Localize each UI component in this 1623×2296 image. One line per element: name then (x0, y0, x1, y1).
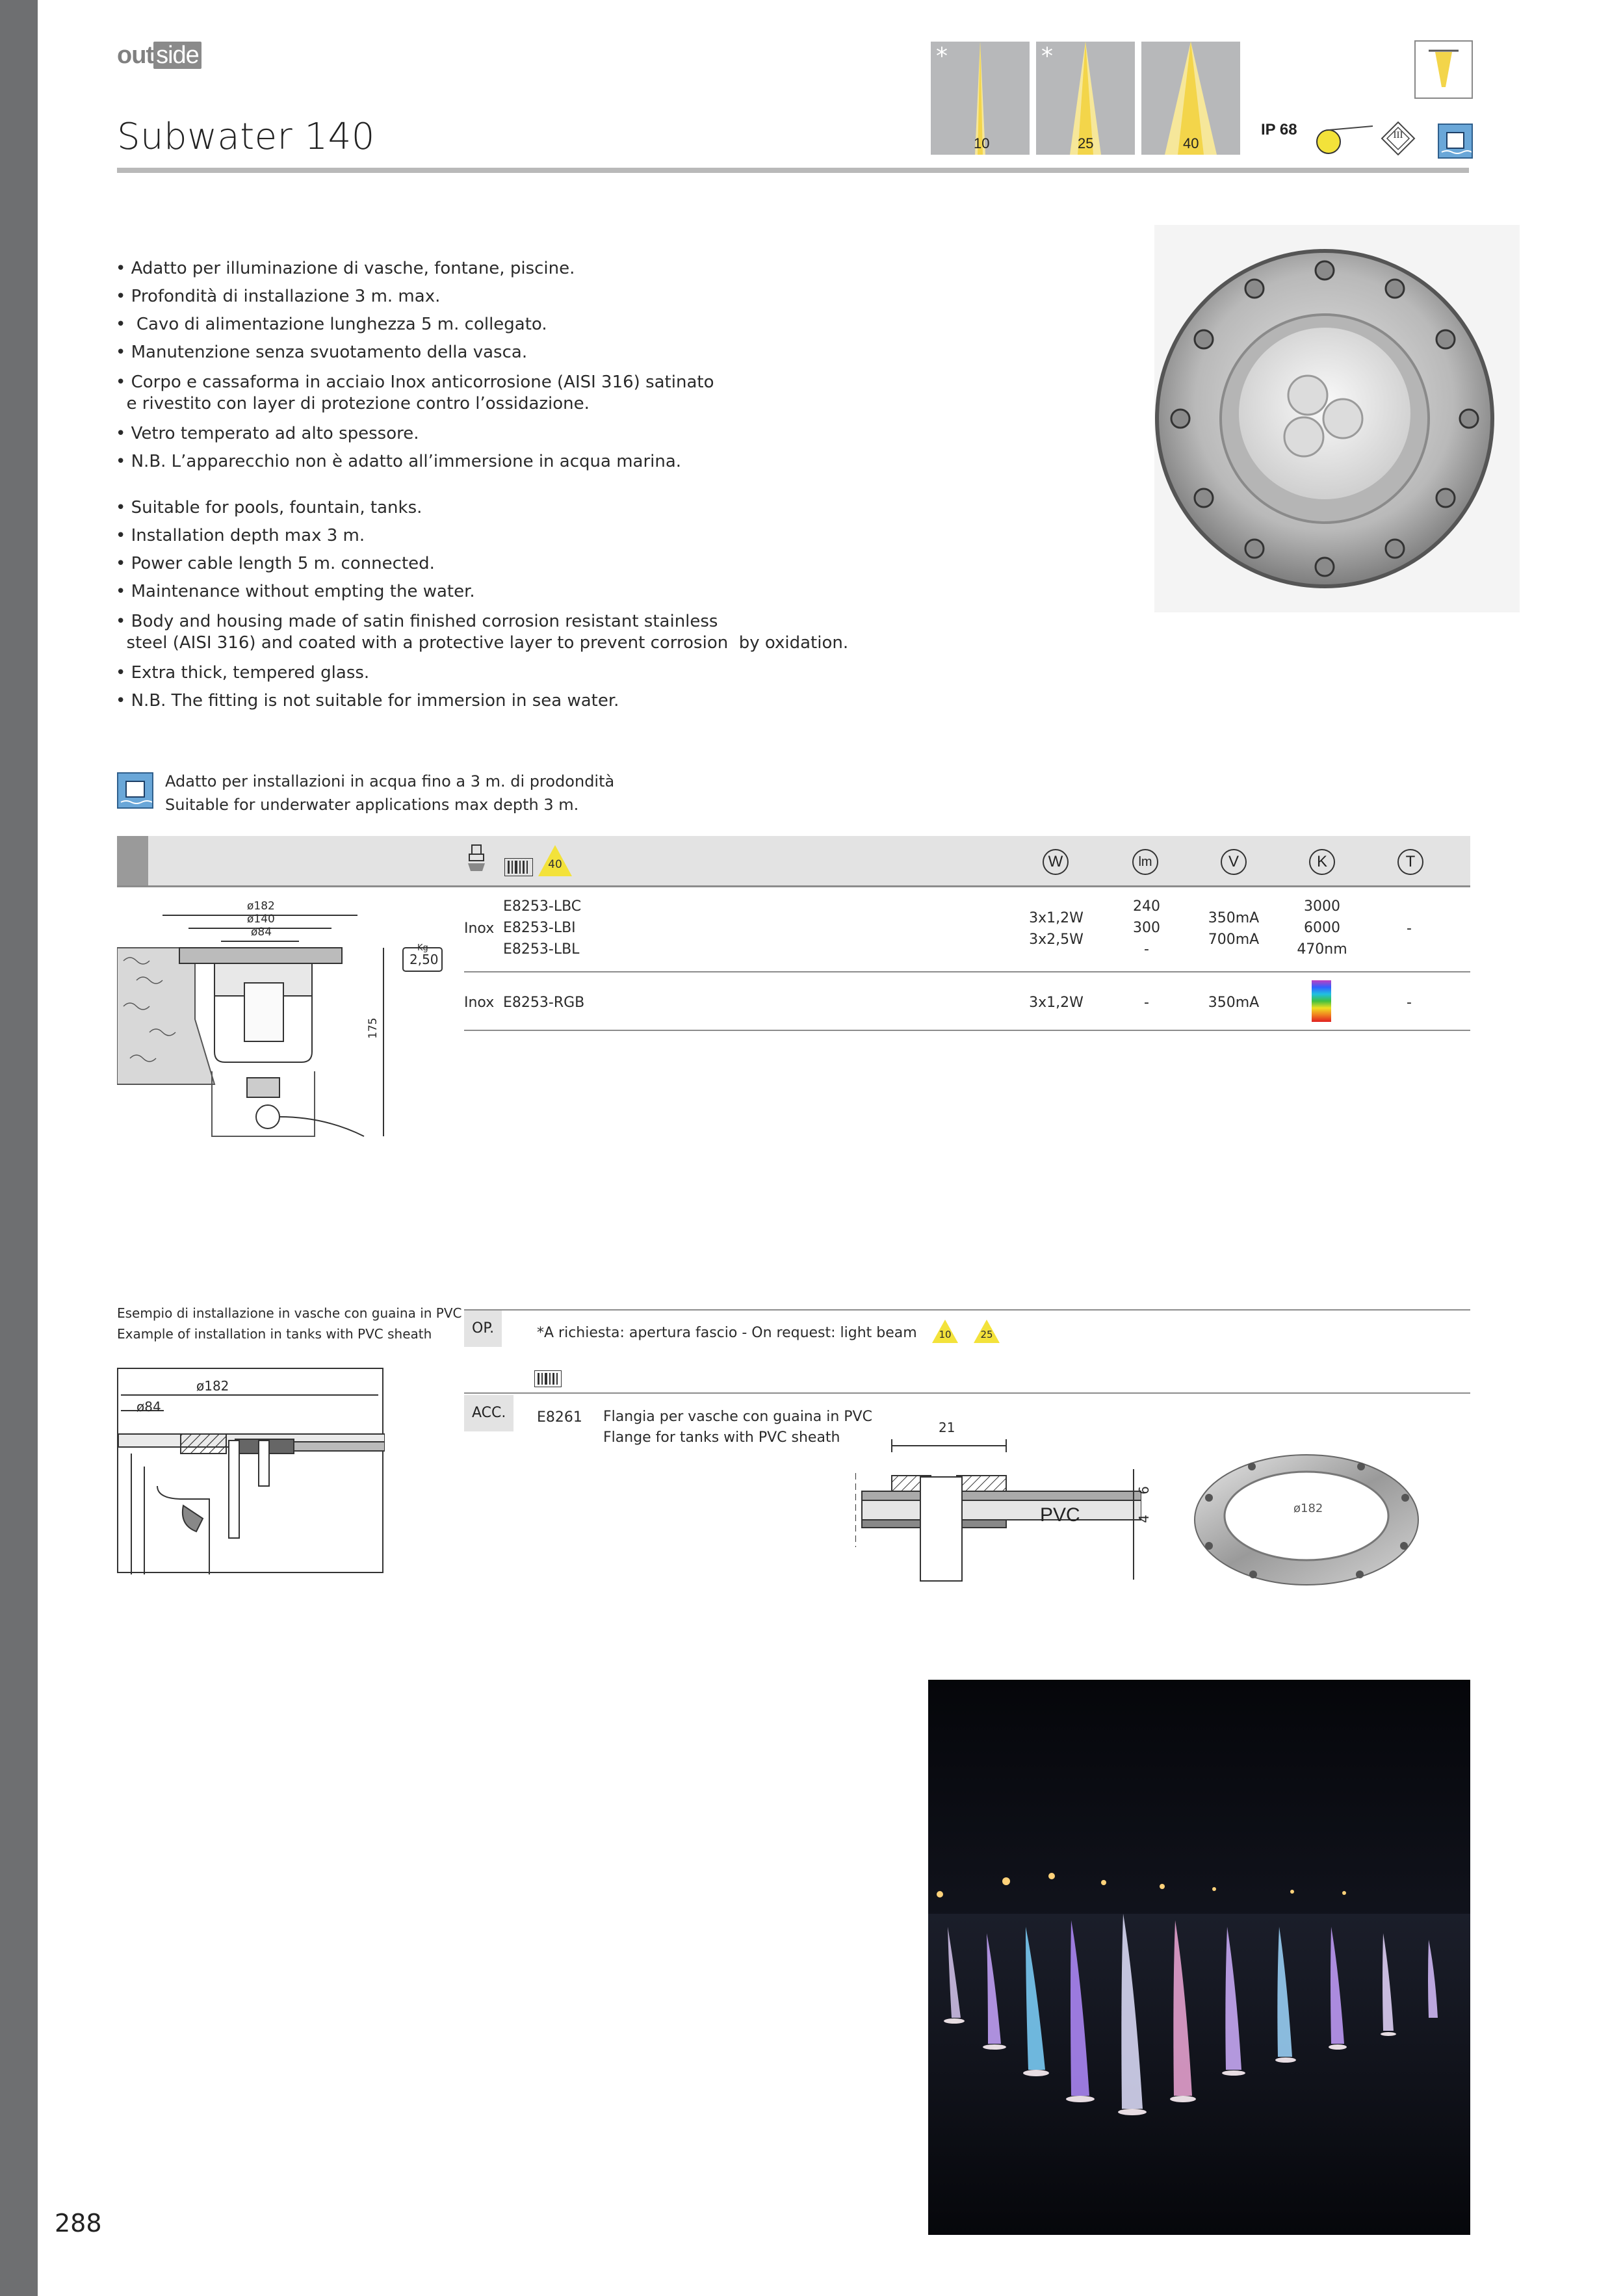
flange-dim-6: 6 (1136, 1486, 1152, 1494)
row1-watt-value: 3x2,5W (1029, 932, 1084, 948)
bullet-it: • N.B. L’apparecchio non è adatto all’immersione in acqua marina. (116, 452, 682, 471)
bullet-it: • Corpo e cassaforma in acciaio Inox anticorrosione (AISI 316) satinato (116, 372, 714, 392)
class-iii-icon (1381, 121, 1416, 156)
row2-watt: 3x1,2W (1029, 995, 1084, 1011)
row1-code: E8253-LBC (503, 898, 582, 915)
options-top-rule (464, 1309, 1470, 1311)
page-number: 288 (55, 2209, 102, 2237)
row1-lumen-value: 300 (1133, 920, 1160, 936)
bullet-it: • Profondità di installazione 3 m. max. (116, 287, 441, 306)
bullet-it: • Vetro temperato ad alto spessore. (116, 424, 419, 443)
accessory-code: E8261 (537, 1409, 582, 1426)
row1-kelvin-value: 6000 (1304, 920, 1340, 936)
bullet-en: • Maintenance without empting the water. (116, 582, 475, 601)
row2-finish: Inox (464, 995, 495, 1011)
row1-kelvin-value: 470nm (1297, 941, 1347, 958)
barcode-icon (504, 858, 533, 876)
beam-25-star: * (1041, 43, 1053, 70)
technical-drawing (117, 896, 448, 1147)
pvc-label: PVC (1040, 1504, 1080, 1526)
header-temperature: T (1397, 849, 1423, 875)
accessory-desc-it: Flangia per vasche con guaina in PVC (603, 1409, 872, 1425)
drawing-d84: ø84 (251, 926, 272, 939)
bullets-italian (116, 255, 714, 476)
weight-value: 2,50 (409, 952, 439, 967)
header-watt: W (1043, 849, 1069, 875)
bullets-english (116, 494, 848, 715)
row1-lumen-value: 240 (1133, 898, 1160, 915)
flange-section-drawing (855, 1417, 1141, 1593)
flange-dim-4: 4 (1136, 1515, 1152, 1523)
install-example-it: Esempio di installazione in vasche con guaina in PVC (117, 1305, 462, 1321)
ip68-drop-icon (1314, 121, 1379, 157)
row2-voltage: 350mA (1208, 995, 1260, 1011)
table-header-rule (117, 885, 1470, 887)
brand-logo-part2: side (153, 42, 201, 69)
underwater-note (165, 770, 614, 816)
page-sidebar-strip (0, 0, 38, 2296)
bullet-it: • Cavo di alimentazione lunghezza 5 m. collegato. (116, 315, 547, 334)
rgb-color-swatch (1312, 980, 1331, 1022)
accessory-desc-en: Flange for tanks with PVC sheath (603, 1429, 840, 1446)
flange-ring-label: ø182 (1293, 1502, 1323, 1515)
beam-badge-40-label: 40 (548, 858, 562, 871)
ip-rating: IP 68 (1261, 121, 1297, 138)
header-voltage: V (1221, 849, 1247, 875)
beam-10-star: * (936, 43, 948, 70)
row1-voltage-value: 700mA (1208, 932, 1260, 948)
underwater-note-icon (117, 772, 153, 809)
row1-temperature: - (1407, 920, 1412, 937)
row1-code: E8253-LBL (503, 941, 580, 958)
install-d84: ø84 (136, 1399, 161, 1415)
recessed-light-icon (1414, 40, 1473, 99)
bullet-en: • Suitable for pools, fountain, tanks. (116, 498, 422, 517)
drawing-height: 175 (367, 1017, 380, 1039)
product-photo (1154, 225, 1520, 612)
options-tag: OP. (464, 1311, 502, 1347)
option-beam-25 (972, 1318, 1001, 1344)
row2-lumen: - (1144, 995, 1149, 1011)
bullet-it: • Adatto per illuminazione di vasche, fontane, piscine. (116, 259, 575, 278)
beam-25-label: 25 (1078, 135, 1094, 151)
row1-finish: Inox (464, 920, 495, 937)
row2-temperature: - (1407, 995, 1412, 1011)
class-iii-label: III (1393, 130, 1403, 140)
drawing-d182: ø182 (247, 900, 275, 913)
install-example-caption (117, 1303, 462, 1344)
options-barcode-icon (534, 1370, 562, 1387)
install-d182: ø182 (196, 1378, 229, 1394)
bullet-en: • Body and housing made of satin finished corrosion resistant stainless (116, 612, 718, 631)
row1-watt (1014, 907, 1098, 950)
weight-unit: Kg (417, 943, 428, 953)
accessories-top-rule (464, 1392, 1470, 1394)
flange-thickness-dims (1131, 1469, 1157, 1580)
bullet-en: • N.B. The fitting is not suitable for immersion in sea water. (116, 691, 619, 711)
page-title: Subwater 140 (117, 116, 375, 158)
flange-width: 21 (939, 1420, 955, 1435)
table-header-accent (117, 836, 148, 885)
recessed-fixture-icon (467, 844, 486, 872)
flange-ring-photo (1189, 1451, 1423, 1587)
row1-lumen-value: - (1144, 941, 1149, 958)
install-example-en: Example of installation in tanks with PVC sheath (117, 1326, 432, 1342)
brand-logo (117, 42, 201, 70)
row1-codes (503, 896, 581, 960)
underwater-icon (1438, 124, 1473, 159)
row-divider (464, 971, 1470, 972)
brand-logo-part1: out (117, 42, 154, 69)
underwater-note-en: Suitable for underwater applications max depth 3 m. (165, 796, 579, 814)
underwater-note-it: Adatto per installazioni in acqua fino a 3 m. di prodondità (165, 772, 615, 790)
beam-badge-40 (537, 844, 573, 878)
header-kelvin: K (1309, 849, 1335, 875)
bullet-en: • Installation depth max 3 m. (116, 526, 365, 545)
install-section-drawing (117, 1368, 383, 1573)
fountain-photo (928, 1680, 1470, 2235)
row1-watt-value: 3x1,2W (1029, 910, 1084, 926)
bullet-it: e rivestito con layer di protezione contro l’ossidazione. (116, 394, 590, 413)
option-beam-10-label: 10 (939, 1329, 952, 1340)
row1-code: E8253-LBI (503, 920, 576, 936)
beam-40-icon (1141, 42, 1240, 155)
beam-25-icon (1036, 42, 1135, 155)
title-divider (117, 168, 1469, 173)
table-header-bar (117, 836, 1470, 885)
row1-voltage-value: 350mA (1208, 910, 1260, 926)
beam-10-icon (931, 42, 1030, 155)
bullet-en: • Extra thick, tempered glass. (116, 663, 370, 683)
bullet-en: • Power cable length 5 m. connected. (116, 554, 435, 573)
accessories-tag: ACC. (464, 1395, 513, 1431)
accessory-description (603, 1407, 872, 1448)
row1-kelvin-value: 3000 (1304, 898, 1340, 915)
bullet-en: steel (AISI 316) and coated with a protective layer to prevent corrosion by oxidation. (116, 633, 849, 653)
option-beam-25-label: 25 (980, 1329, 993, 1340)
bullet-it: • Manutenzione senza svuotamento della vasca. (116, 343, 528, 362)
row-divider (464, 1030, 1470, 1031)
row1-kelvin (1282, 896, 1362, 960)
row1-lumen (1108, 896, 1186, 960)
row1-voltage (1193, 907, 1274, 950)
header-lumen: lm (1132, 849, 1158, 875)
option-beam-10 (931, 1318, 959, 1344)
options-text: *A richiesta: apertura fascio - On request: light beam (537, 1325, 917, 1341)
beam-10-label: 10 (974, 135, 990, 151)
beam-40-label: 40 (1183, 135, 1199, 151)
row2-code: E8253-RGB (503, 995, 585, 1011)
drawing-d140: ø140 (247, 913, 275, 926)
